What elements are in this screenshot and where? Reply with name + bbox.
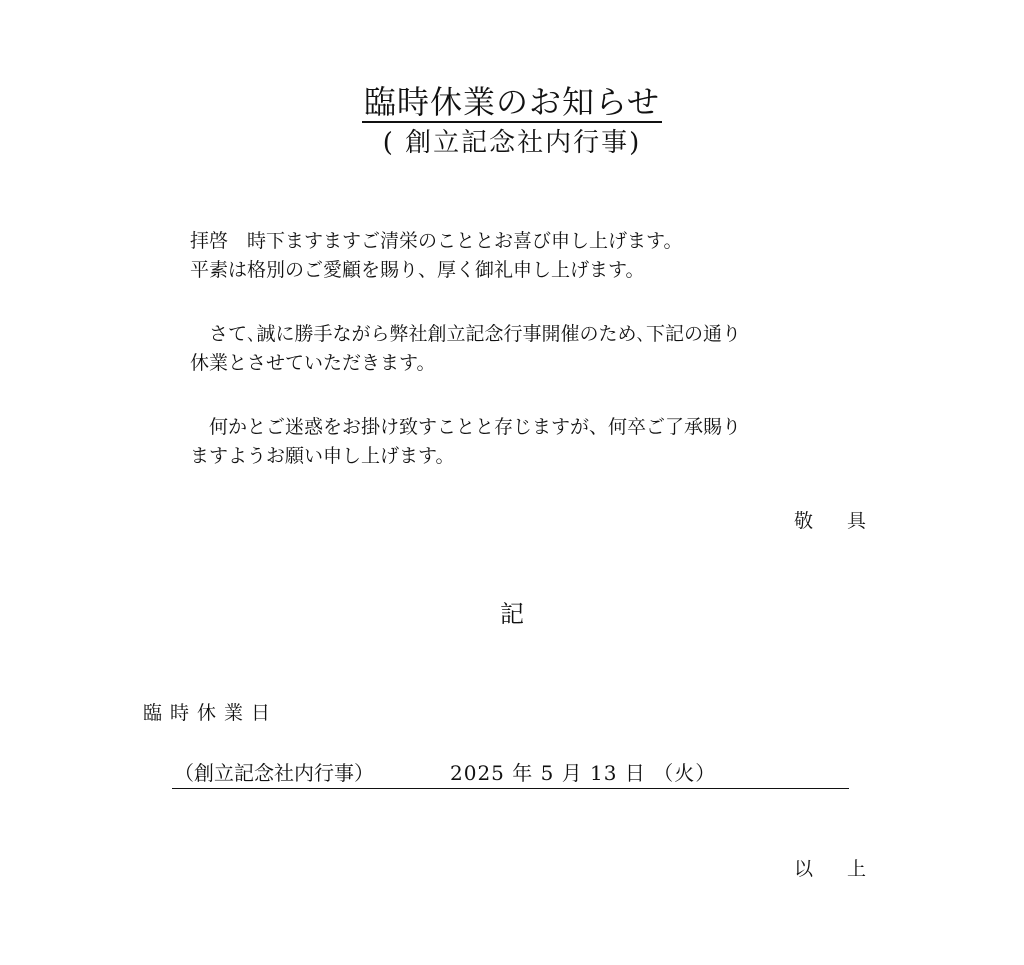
document-title: [0, 82, 1024, 122]
greeting-paragraph: 拝啓 時下ますますご清栄のこととお喜び申し上げます。 平素は格別のご愛顧を賜り、厚く御礼申し上げます。: [190, 230, 683, 281]
notice-paragraph: さて､誠に勝手ながら弊社創立記念行事開催のため､下記の通り 休業とさせていただきます。: [190, 323, 742, 374]
end-mark: 以 上: [793, 858, 880, 880]
apology-paragraph: 何かとご迷惑をお掛け致すことと存じますが、何卒ご了承賜り ますようお願い申し上げます。: [190, 416, 742, 467]
ki-heading: 記: [500, 600, 524, 628]
document-title-text: 臨時休業のお知らせ: [363, 83, 661, 121]
holiday-date: 2025 年 5 月 13 日 （火）: [450, 761, 717, 785]
holiday-date-line: [172, 758, 849, 789]
document-subtitle: ( 創立記念社内行事): [382, 128, 642, 158]
closing-keigu: 敬 具: [793, 510, 880, 532]
holiday-label: 臨時休業日: [143, 702, 279, 724]
holiday-event: （創立記念社内行事）: [174, 761, 374, 785]
